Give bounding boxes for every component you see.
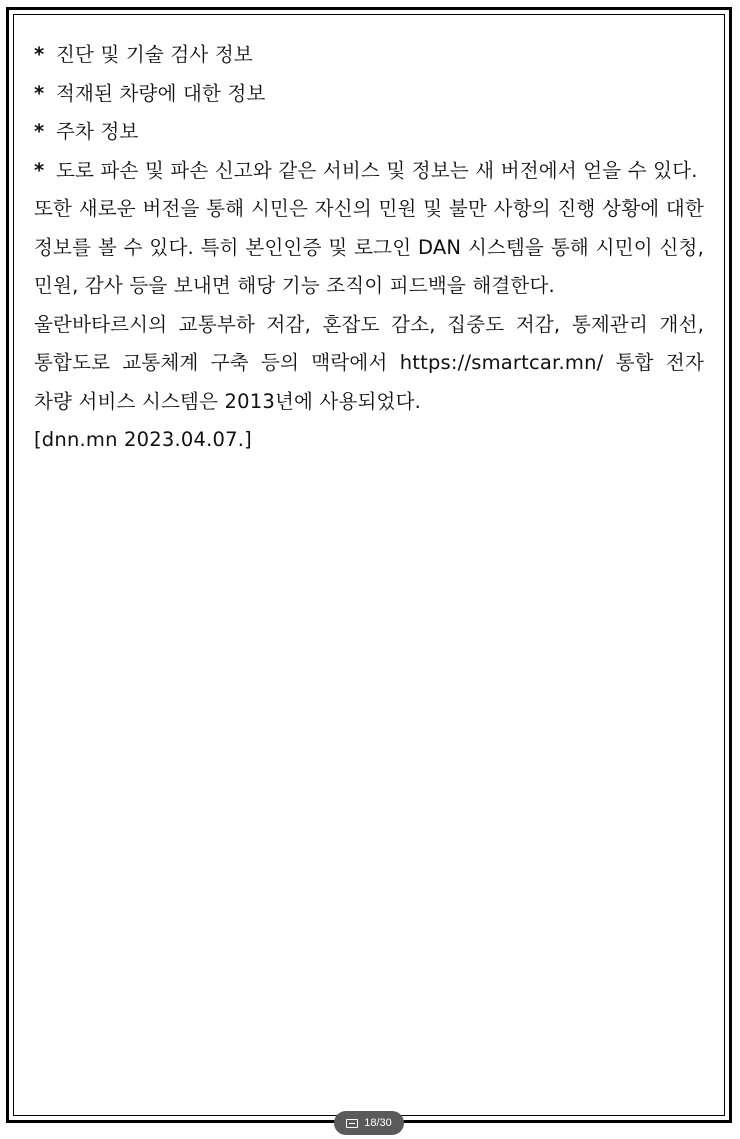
bullet-mark: *: [34, 43, 45, 66]
bullet-text: 적재된 차량에 대한 정보: [56, 81, 266, 105]
bullet-item: [34, 113, 704, 152]
paragraph: 울란바타르시의 교통부하 저감, 혼잡도 감소, 집중도 저감, 통제관리 개선, 통합도로 교통체계 구축 등의 맥락에서 https://smartcar.mn/ 통합 전자 차량 서비스 시스템은 2013년에 사용되었다.: [34, 312, 704, 413]
bullet-text: 도로 파손 및 파손 신고와 같은 서비스 및 정보는 새 버전에서 얻을 수 있다.: [56, 158, 698, 182]
page-icon: [346, 1119, 358, 1128]
paragraph: 또한 새로운 버전을 통해 시민은 자신의 민원 및 불만 사항의 진행 상황에 대한 정보를 볼 수 있다. 특히 본인인증 및 로그인 DAN 시스템을 통해 시민이 신청, 민원, 감사 등을 보내면 해당 기능 조직이 피드백을 해결한다.: [34, 197, 704, 297]
document-body: [34, 36, 704, 460]
bullet-mark: *: [34, 120, 45, 143]
page-number-label: 18/30: [364, 1117, 392, 1129]
bullet-item: [34, 152, 704, 191]
bullet-mark: *: [34, 81, 45, 105]
bullet-item: [34, 75, 704, 114]
page-indicator[interactable]: [334, 1111, 404, 1135]
bullet-text: 진단 및 기술 검사 정보: [56, 43, 253, 66]
source-citation: [dnn.mn 2023.04.07.]: [34, 428, 252, 451]
bullet-mark: *: [34, 158, 45, 182]
bullet-item: [34, 36, 704, 75]
bullet-text: 주차 정보: [56, 120, 139, 143]
